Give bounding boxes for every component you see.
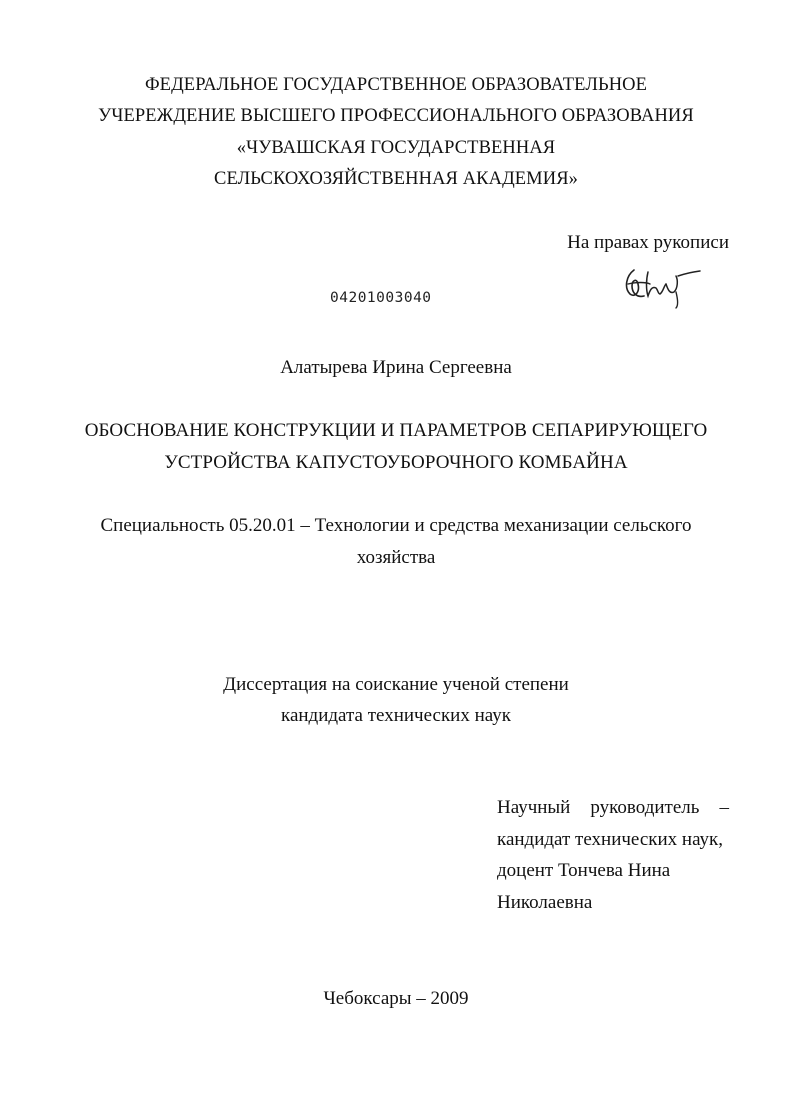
supervisor-line-1: [497, 797, 729, 819]
specialty-line-2: хозяйства: [356, 547, 436, 568]
city-year: Чебоксары – 2009: [323, 988, 469, 1009]
dissertation-title-line-2: УСТРОЙСТВА КАПУСТОУБОРОЧНОГО КОМБАЙНА: [164, 452, 628, 473]
supervisor-line-4: Николаевна: [497, 892, 593, 913]
institution-line-3: «ЧУВАШСКАЯ ГОСУДАРСТВЕННАЯ: [236, 138, 556, 158]
institution-line-2: УЧЕРЕЖДЕНИЕ ВЫСШЕГО ПРОФЕССИОНАЛЬНОГО ОБРАЗОВАНИЯ: [98, 106, 694, 126]
institution-line-1: ФЕДЕРАЛЬНОЕ ГОСУДАРСТВЕННОЕ ОБРАЗОВАТЕЛЬНОЕ: [144, 75, 648, 95]
degree-line-2: кандидата технических наук: [281, 705, 511, 726]
degree-line-1: Диссертация на соискание ученой степени: [223, 674, 569, 695]
manuscript-note: На правах рукописи: [567, 232, 729, 253]
library-stamp-number: 04201003040: [330, 290, 432, 306]
author-name: Алатырева Ирина Сергеевна: [280, 357, 512, 378]
supervisor-word-2: руководитель: [590, 797, 700, 818]
dissertation-title-line-1: ОБОСНОВАНИЕ КОНСТРУКЦИИ И ПАРАМЕТРОВ СЕПАРИРУЮЩЕГО: [84, 420, 708, 441]
specialty-line-1: Специальность 05.20.01 – Технологии и средства механизации сельского: [100, 515, 692, 536]
institution-line-4: СЕЛЬСКОХОЗЯЙСТВЕННАЯ АКАДЕМИЯ»: [214, 169, 578, 189]
supervisor-line-2: кандидат технических наук,: [497, 829, 724, 850]
supervisor-block: [497, 797, 729, 819]
supervisor-word-3: –: [719, 797, 729, 818]
supervisor-line-3: доцент Тончева Нина: [497, 860, 671, 881]
handwritten-signature: [620, 262, 704, 310]
supervisor-word-1: Научный: [497, 797, 571, 818]
